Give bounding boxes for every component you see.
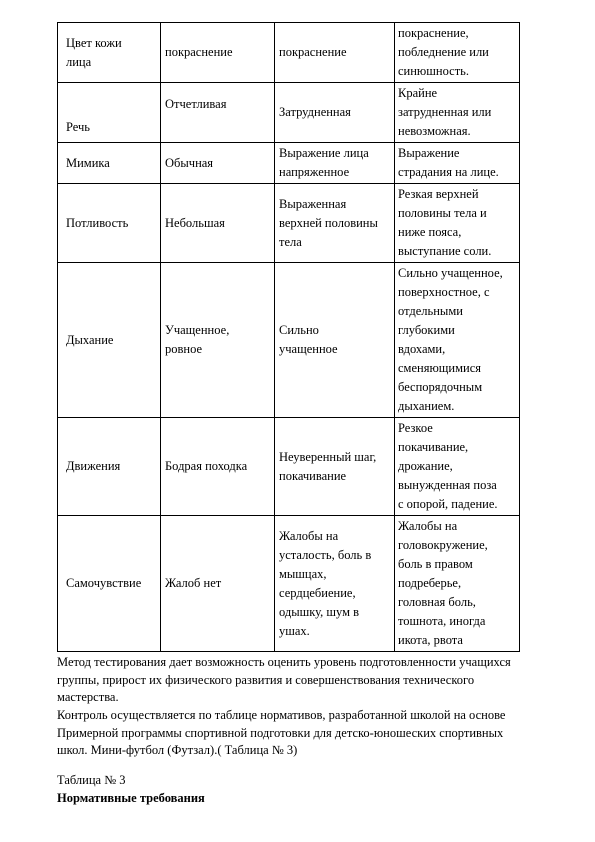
section-heading: Нормативные требования: [57, 791, 205, 805]
row-label: [58, 23, 161, 83]
table-cell: [161, 263, 275, 418]
cell-text: Выраженная верхней половины тела: [279, 196, 378, 249]
cell-text: Небольшая: [165, 215, 225, 230]
row-label: [58, 418, 161, 516]
row-label-text: Потливость: [66, 215, 129, 230]
cell-text: Выражение страдания на лице.: [398, 146, 499, 179]
cell-text: Сильно учащенное, поверхностное, с отдельными глубокими вдохами, сменяющимися беспорядочным дыханием.: [398, 266, 503, 413]
table-cell: [161, 184, 275, 263]
cell-text: Отчетливая: [165, 97, 227, 111]
cell-text: покраснение, побледнение или синюшность.: [398, 26, 489, 78]
table-cell: [161, 143, 275, 184]
table-row: [58, 83, 520, 143]
table-cell: [275, 516, 395, 652]
cell-text: Затрудненная: [279, 105, 351, 119]
table-cell: [275, 23, 395, 83]
table-cell: [275, 418, 395, 516]
table-cell: [395, 516, 520, 652]
cell-text: покраснение: [279, 45, 347, 59]
cell-text: Сильно учащенное: [279, 323, 338, 356]
row-label: [58, 184, 161, 263]
cell-text: Обычная: [165, 155, 214, 170]
table-cell: [395, 184, 520, 263]
table-row: [58, 516, 520, 652]
table-cell: [395, 418, 520, 516]
cell-text: Бодрая походка: [165, 459, 248, 473]
cell-text: Жалобы на усталость, боль в мышцах, сердцебиение, одышку, шум в ушах.: [279, 528, 372, 638]
row-label-text: Мимика: [66, 155, 110, 170]
table-cell: [395, 83, 520, 143]
table-caption: Таблица № 3: [57, 773, 126, 787]
method-paragraph: Метод тестирования дает возможность оценить уровень подготовленности учащихся группы, прирост их физического развития и совершенствования технического мастерства.: [57, 655, 511, 704]
cell-text: Резкое покачивание, дрожание, вынужденная поза с опорой, падение.: [398, 421, 498, 511]
table-cell: [161, 83, 275, 143]
row-label: [58, 83, 161, 143]
table-row: [58, 143, 520, 184]
cell-text: Выражение лица напряженное: [279, 146, 369, 179]
cell-text: покраснение: [165, 45, 233, 59]
row-label: [58, 143, 161, 184]
row-label-text: Движения: [66, 459, 121, 473]
table-cell: [161, 418, 275, 516]
table-cell: [275, 263, 395, 418]
cell-text: Учащенное, ровное: [165, 323, 230, 356]
row-label: [58, 263, 161, 418]
table-cell: [395, 143, 520, 184]
table-cell: [395, 263, 520, 418]
row-label: [58, 516, 161, 652]
cell-text: Крайне затрудненная или невозможная.: [398, 86, 492, 138]
table-cell: [161, 23, 275, 83]
control-paragraph: Контроль осуществляется по таблице нормативов, разработанной школой на основе Примерной программы спортивной подготовки для детско-юношеских спортивных школ. Мини-футбол (Футзал).( Таблица № 3): [57, 708, 506, 757]
cell-text: Резкая верхней половины тела и ниже пояса, выступание соли.: [398, 187, 492, 258]
cell-text: Жалоб нет: [165, 576, 222, 590]
row-label-text: Дыхание: [66, 332, 114, 347]
table-row: [58, 184, 520, 263]
table-cell: [275, 143, 395, 184]
table-cell: [395, 23, 520, 83]
row-label-text: Цвет кожи лица: [66, 35, 122, 69]
table-row: [58, 418, 520, 516]
table-cell: [275, 83, 395, 143]
row-label-text: Самочувствие: [66, 576, 142, 590]
cell-text: Жалобы на головокружение, боль в правом подреберье, головная боль, тошнота, иногда икота, рвота: [398, 519, 488, 647]
table-cell: [275, 184, 395, 263]
table-row: [58, 263, 520, 418]
table-cell: [161, 516, 275, 652]
cell-text: Неуверенный шаг, покачивание: [279, 449, 377, 483]
table-row: [58, 23, 520, 83]
symptoms-table: [57, 22, 520, 652]
row-label-text: Речь: [66, 120, 91, 134]
